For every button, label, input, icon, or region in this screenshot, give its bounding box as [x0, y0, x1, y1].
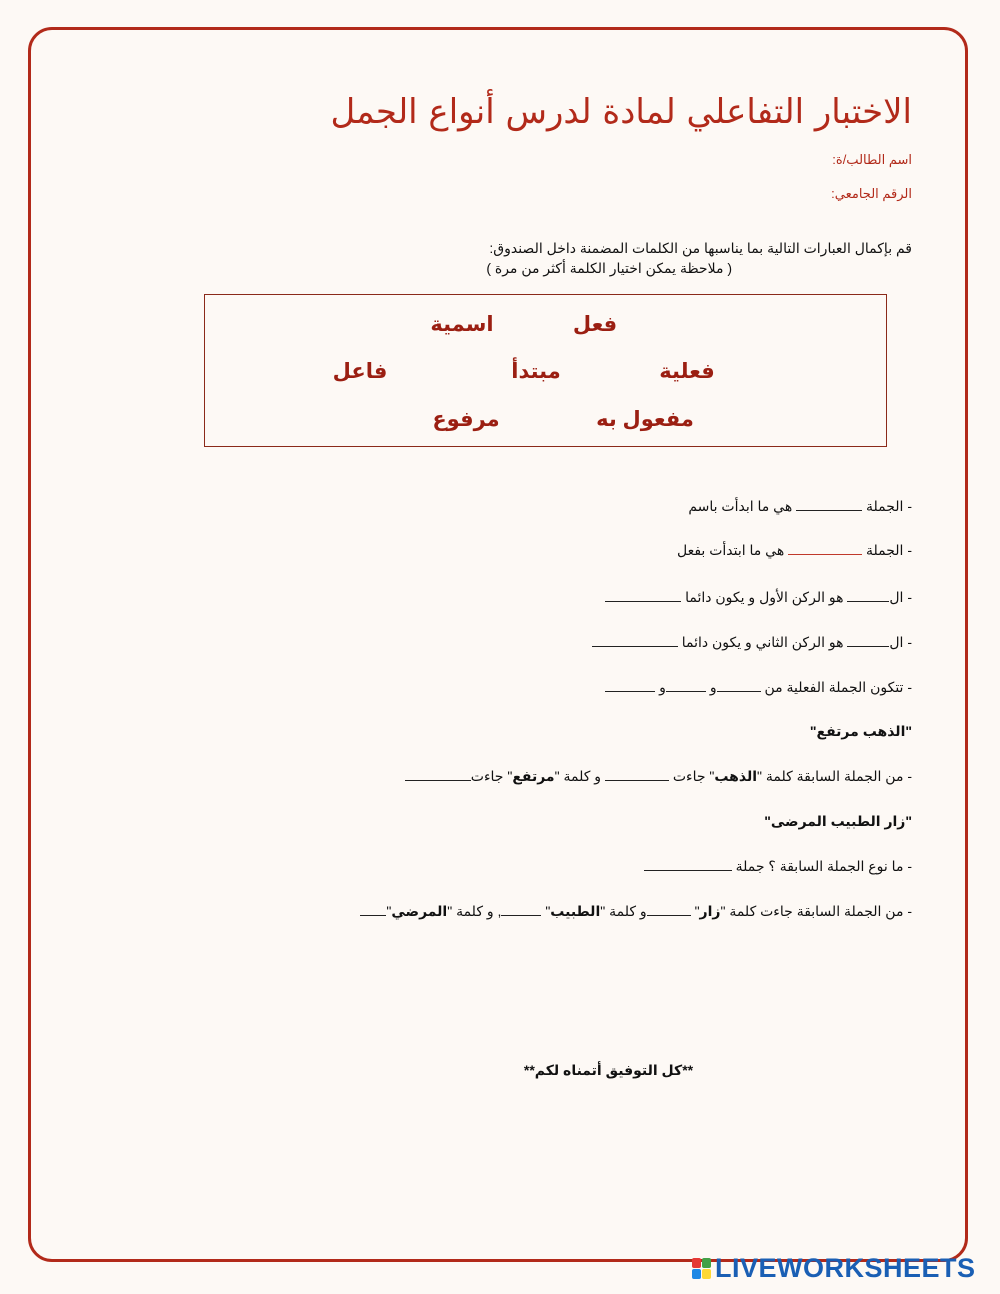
- answer-blank[interactable]: [647, 914, 691, 916]
- word-bank-item: مبتدأ: [511, 360, 561, 383]
- word-bank-item: اسمية: [430, 313, 494, 336]
- answer-blank[interactable]: [360, 914, 386, 916]
- instruction-note: ( ملاحظة يمكن اختيار الكلمة أكثر من مرة ): [486, 260, 732, 276]
- example-sentence-1: "الذهب مرتفع": [809, 723, 912, 739]
- question-8: - من الجملة السابقة جاءت كلمة "زار" و كلمة "الطبيب" , و كلمة "المرضي": [360, 903, 912, 920]
- closing-message: **كل التوفيق أتمناه لكم**: [523, 1062, 694, 1078]
- question-2: - الجملة هي ما ابتدأت بفعل: [676, 542, 912, 558]
- answer-blank[interactable]: [644, 869, 732, 871]
- question-3: - ال هو الركن الأول و يكون دائما: [605, 589, 912, 606]
- liveworksheets-logo: [692, 1254, 976, 1282]
- answer-blank[interactable]: [405, 779, 471, 781]
- student-name-label: اسم الطالب/ة:: [832, 152, 912, 167]
- instruction-line-1: قم بإكمال العبارات التالية بما يناسبها من الكلمات المضمنة داخل الصندوق:: [489, 240, 912, 256]
- student-id-label: الرقم الجامعي:: [831, 186, 912, 201]
- question-5: - تتكون الجملة الفعلية من و و: [605, 679, 912, 696]
- word-bank-item: مفعول به: [596, 408, 694, 431]
- answer-blank[interactable]: [666, 690, 706, 692]
- word-bank-item: مرفوع: [432, 408, 500, 431]
- page-title: الاختبار التفاعلي لمادة لدرس أنواع الجمل: [330, 92, 912, 132]
- word-bank-item: فاعل: [332, 360, 388, 383]
- answer-blank[interactable]: [717, 690, 761, 692]
- example-sentence-2: "زار الطبيب المرضى": [764, 813, 912, 829]
- answer-blank[interactable]: [605, 779, 669, 781]
- answer-blank[interactable]: [605, 600, 681, 602]
- question-4: - ال هو الركن الثاني و يكون دائما: [592, 634, 912, 651]
- answer-blank[interactable]: [592, 645, 678, 647]
- word-bank-box: [204, 294, 887, 447]
- logo-icon: [692, 1258, 711, 1279]
- question-1: - الجملة هي ما ابدأت باسم: [688, 498, 912, 514]
- answer-blank[interactable]: [847, 600, 889, 602]
- logo-text: LIVEWORKSHEETS: [715, 1252, 976, 1283]
- answer-blank[interactable]: [847, 645, 889, 647]
- question-6: - من الجملة السابقة كلمة "الذهب" جاءت و كلمة "مرتفع" جاءت: [405, 768, 912, 785]
- answer-blank[interactable]: [788, 553, 862, 555]
- answer-blank[interactable]: [501, 914, 541, 916]
- answer-blank[interactable]: [605, 690, 655, 692]
- word-bank-item: فعلية: [659, 360, 715, 383]
- question-7: - ما نوع الجملة السابقة ؟ جملة: [644, 858, 912, 875]
- word-bank-item: فعل: [572, 313, 618, 336]
- answer-blank[interactable]: [796, 509, 862, 511]
